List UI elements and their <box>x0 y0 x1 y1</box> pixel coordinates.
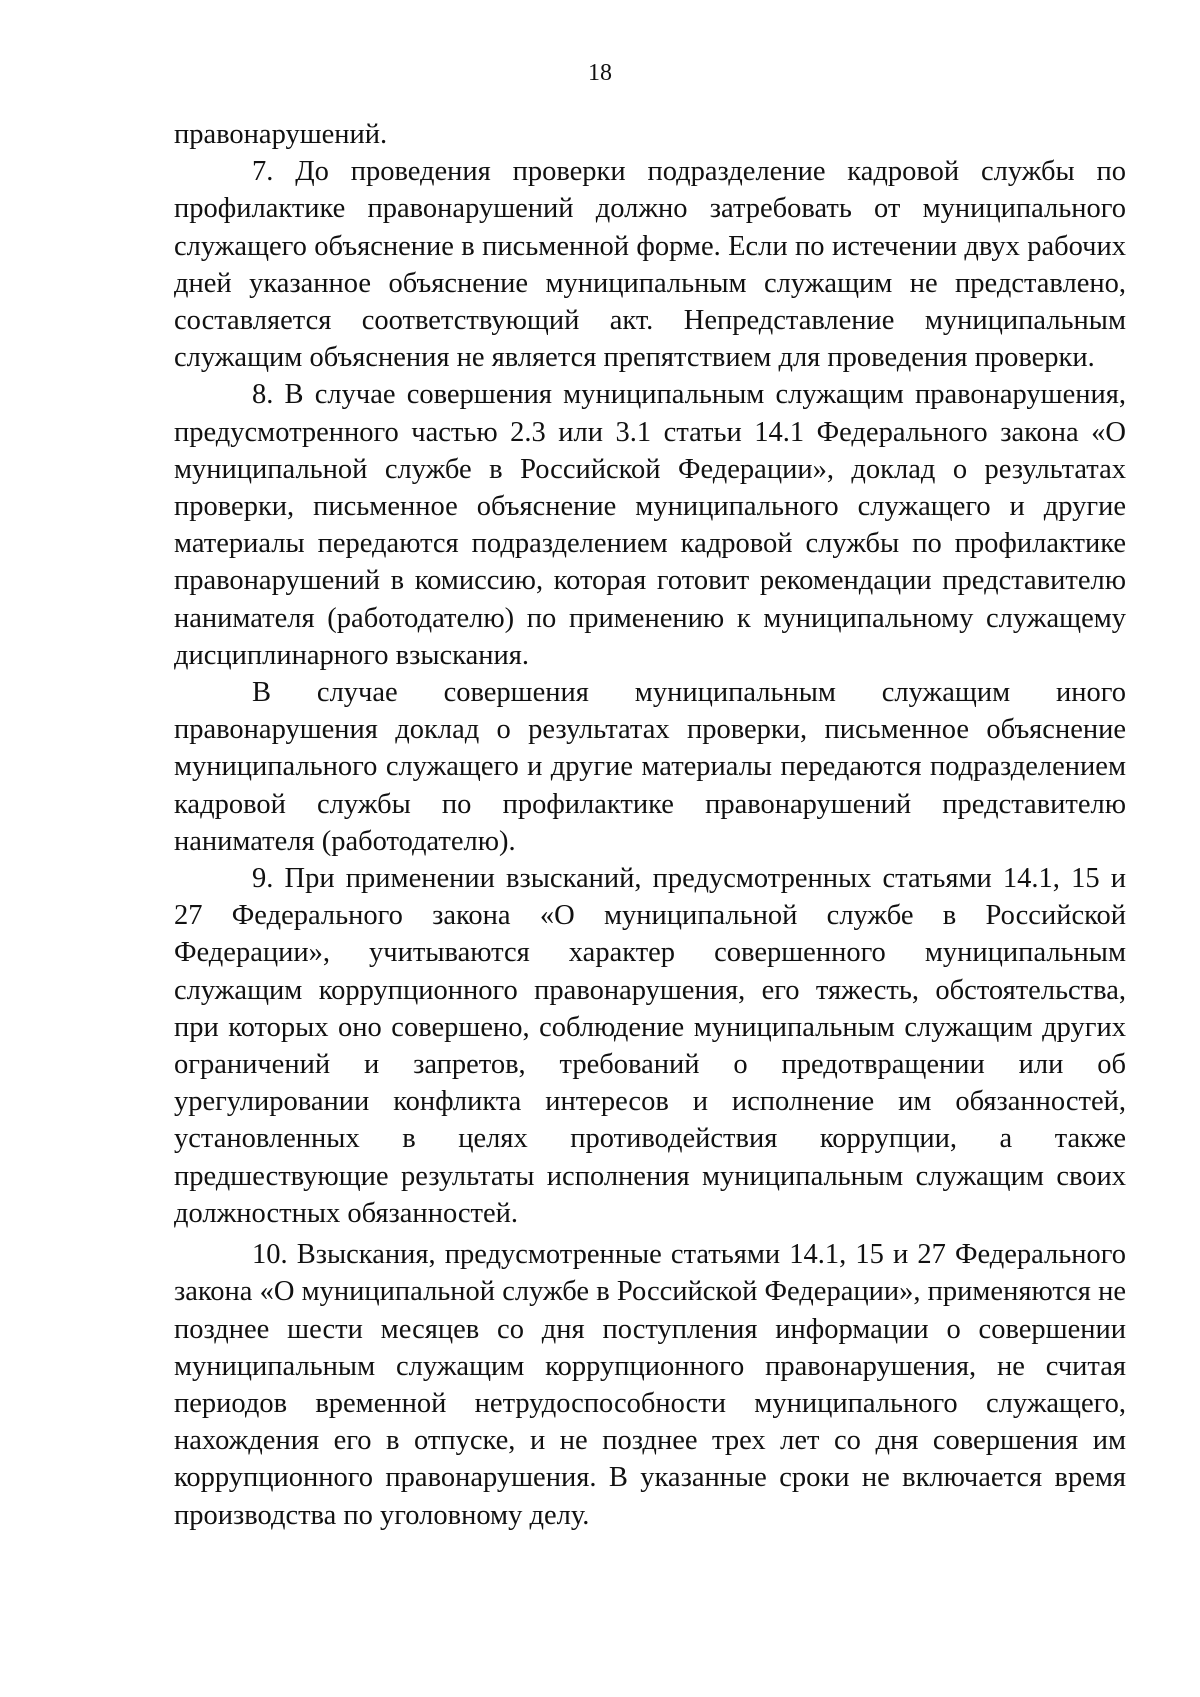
paragraph-item-7: 7. До проведения проверки подразделение кадровой службы по профилактике правонарушений должно затребовать от муниципального служащего объяснение в письменной форме. Если по истечении двух рабочих дней указанное объяснение муниципальным служащим не представлено, составляется соответствующий акт. Непредставление муниципальным служащим объяснения не является препятствием для проведения проверки. <box>174 156 1126 374</box>
paragraph-continuation: правонарушений. <box>174 119 388 150</box>
paragraph-item-8-other-violation: В случае совершения муниципальным служащим иного правонарушения доклад о результатах проверки, письменное объяснение муниципального служащего и другие материалы передаются подразделением кадровой службы по профилактике правонарушений представителю нанимателя (работодателю). <box>174 677 1126 857</box>
page-number: 18 <box>588 60 612 86</box>
paragraph-item-9: 9. При применении взысканий, предусмотренных статьями 14.1, 15 и 27 Федерального закона «О муниципальной службе в Российской Федерации», учитываются характер совершенного муниципальным служащим коррупционного правонарушения, его тяжесть, обстоятельства, при которых оно совершено, соблюдение муниципальным служащим других ограничений и запретов, требований о предотвращении или об урегулировании конфликта интересов и исполнение им обязанностей, установленных в целях противодействия коррупции, а также предшествующие результаты исполнения муниципальным служащим своих должностных обязанностей. <box>174 863 1126 1229</box>
document-body <box>174 116 1126 1534</box>
paragraph-item-8: 8. В случае совершения муниципальным служащим правонарушения, предусмотренного частью 2.3 или 3.1 статьи 14.1 Федерального закона «О муниципальной службе в Российской Федерации», доклад о результатах проверки, письменное объяснение муниципального служащего и другие материалы передаются подразделением кадровой службы по профилактике правонарушений в комиссию, которая готовит рекомендации представителю нанимателя (работодателю) по применению к муниципальному служащему дисциплинарного взыскания. <box>174 379 1126 671</box>
paragraph-item-10: 10. Взыскания, предусмотренные статьями 14.1, 15 и 27 Федерального закона «О муниципальной службе в Российской Федерации», применяются не позднее шести месяцев со дня поступления информации о совершении муниципальным служащим коррупционного правонарушения, не считая периодов временной нетрудоспособности муниципального служащего, нахождения его в отпуске, и не позднее трех лет со дня совершения им коррупционного правонарушения. В указанные сроки не включается время производства по уголовному делу. <box>174 1239 1126 1531</box>
